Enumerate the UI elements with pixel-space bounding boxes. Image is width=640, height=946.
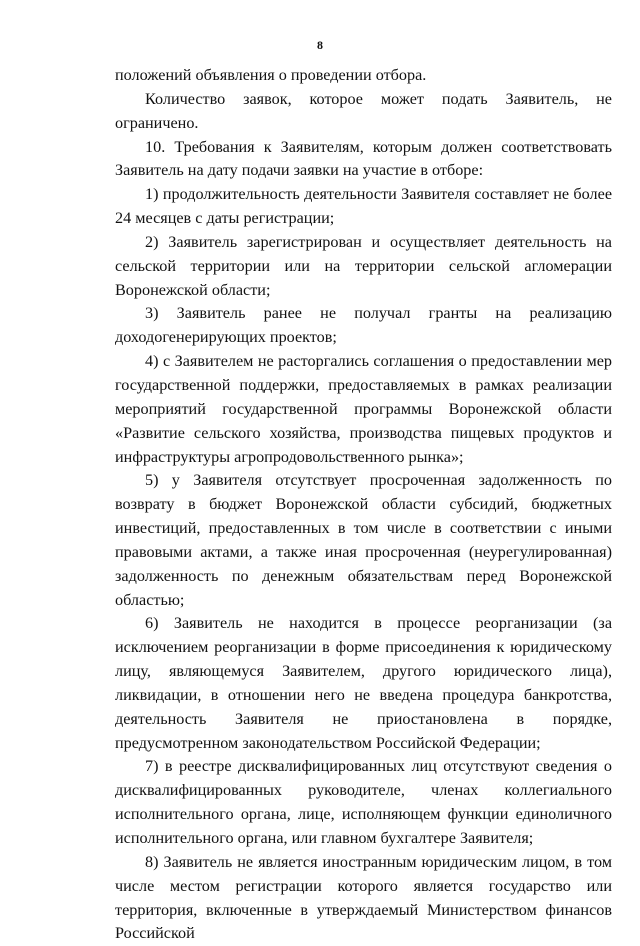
paragraph-item-3: 3) Заявитель ранее не получал гранты на реализацию доходогенерирующих проектов; bbox=[115, 304, 612, 347]
paragraph-item-1: 1) продолжительность деятельности Заявителя составляет не более 24 месяцев с даты регистрации; bbox=[115, 185, 612, 228]
paragraph-section-10: 10. Требования к Заявителям, которым должен соответствовать Заявитель на дату подачи заявки на участие в отборе: bbox=[115, 137, 612, 180]
paragraph-continuation: положений объявления о проведении отбора. bbox=[115, 66, 427, 84]
page-number: 8 bbox=[317, 38, 323, 52]
paragraph-item-2: 2) Заявитель зарегистрирован и осуществляет деятельность на сельской территории или на территории сельской агломерации Воронежской области; bbox=[115, 232, 612, 299]
paragraph-item-6: 6) Заявитель не находится в процессе реорганизации (за исключением реорганизации в форме присоединения к юридическому лицу, являющемуся Заявителем, другого юридического лица), ликвидации, в отношении него не введена процедура банкротства, деятельность Заявителя не приостановлена в порядке, предусмотренном законодательством Российской Федерации; bbox=[115, 614, 612, 752]
paragraph-item-5: 5) у Заявителя отсутствует просроченная задолженность по возврату в бюджет Воронежской области субсидий, бюджетных инвестиций, предоставленных в том числе в соответствии с иными правовыми актами, а также иная просроченная (неурегулированная) задолженность по денежным обязательствам перед Воронежской областью; bbox=[115, 471, 612, 609]
paragraph-application-count: Количество заявок, которое может подать Заявитель, не ограничено. bbox=[115, 89, 612, 132]
paragraph-item-7: 7) в реестре дисквалифицированных лиц отсутствуют сведения о дисквалифицированных руководителе, членах коллегиального исполнительного органа, лице, исполняющем функции единоличного исполнительного органа, или главном бухгалтере Заявителя; bbox=[115, 757, 612, 847]
paragraph-item-8: 8) Заявитель не является иностранным юридическим лицом, в том числе местом регистрации которого является государство или территория, включенные в утверждаемый Министерством финансов Российской bbox=[115, 852, 612, 943]
document-body bbox=[115, 64, 612, 946]
paragraph-item-4: 4) с Заявителем не расторгались соглашения о предоставлении мер государственной поддержки, предоставляемых в рамках реализации мероприятий государственной программы Воронежской области «Развитие сельского хозяйства, производства пищевых продуктов и инфраструктуры агропродовольственного рынка»; bbox=[115, 352, 612, 466]
